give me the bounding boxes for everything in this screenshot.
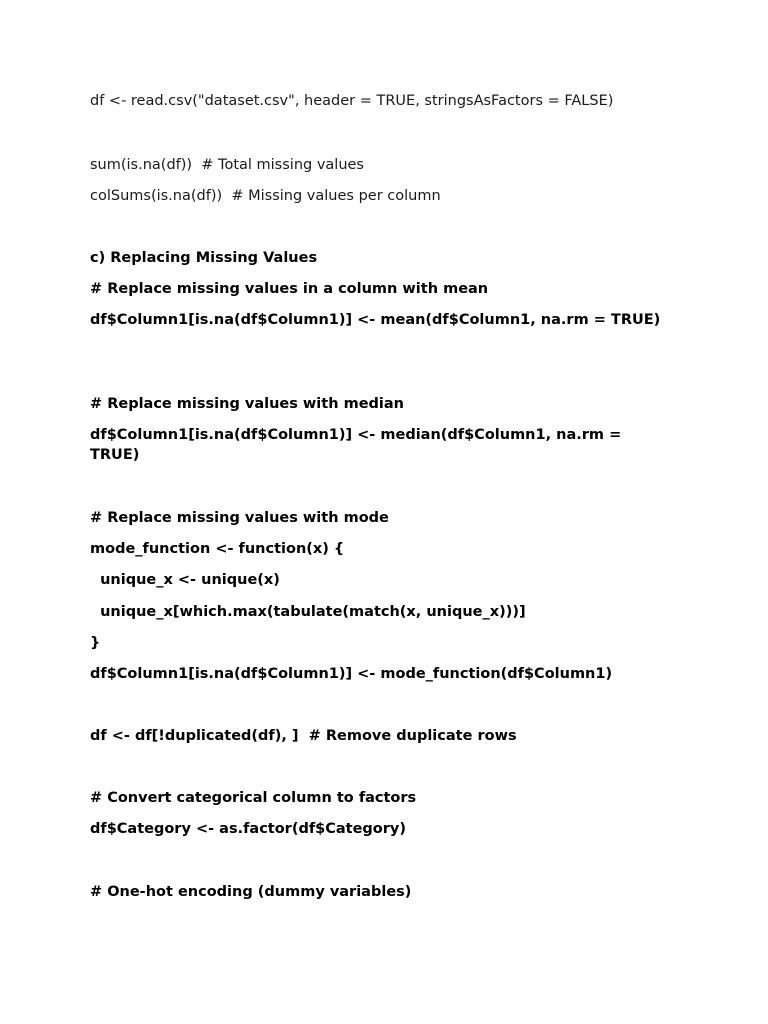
code-line-mode-function: mode_function <- function(x) { xyxy=(90,541,345,557)
code-comment-factors: # Convert categorical column to factors xyxy=(90,790,417,806)
code-line-unique-x: unique_x <- unique(x) xyxy=(90,572,280,588)
code-comment-mode: # Replace missing values with mode xyxy=(90,510,389,526)
code-line-sum-na: sum(is.na(df)) # Total missing values xyxy=(90,157,364,173)
code-line-remove-duplicates: df <- df[!duplicated(df), ] # Remove duplicate rows xyxy=(90,728,517,744)
code-comment-mean: # Replace missing values in a column with mean xyxy=(90,281,489,297)
code-line-as-factor: df$Category <- as.factor(df$Category) xyxy=(90,821,406,837)
code-comment-one-hot: # One-hot encoding (dummy variables) xyxy=(90,884,412,900)
code-line-mean: df$Column1[is.na(df$Column1)] <- mean(df$Column1, na.rm = TRUE) xyxy=(90,312,661,328)
code-line-which-max: unique_x[which.max(tabulate(match(x, unique_x)))] xyxy=(90,604,526,620)
code-line-median: df$Column1[is.na(df$Column1)] <- median(df$Column1, na.rm = TRUE) xyxy=(90,427,627,463)
code-line-closing-brace: } xyxy=(90,635,101,651)
code-line-apply-mode: df$Column1[is.na(df$Column1)] <- mode_function(df$Column1) xyxy=(90,666,613,682)
section-heading: c) Replacing Missing Values xyxy=(90,250,318,266)
code-comment-median: # Replace missing values with median xyxy=(90,396,404,412)
code-line-read-csv: df <- read.csv("dataset.csv", header = TRUE, stringsAsFactors = FALSE) xyxy=(90,93,614,109)
code-line-colsums-na: colSums(is.na(df)) # Missing values per column xyxy=(90,188,441,204)
